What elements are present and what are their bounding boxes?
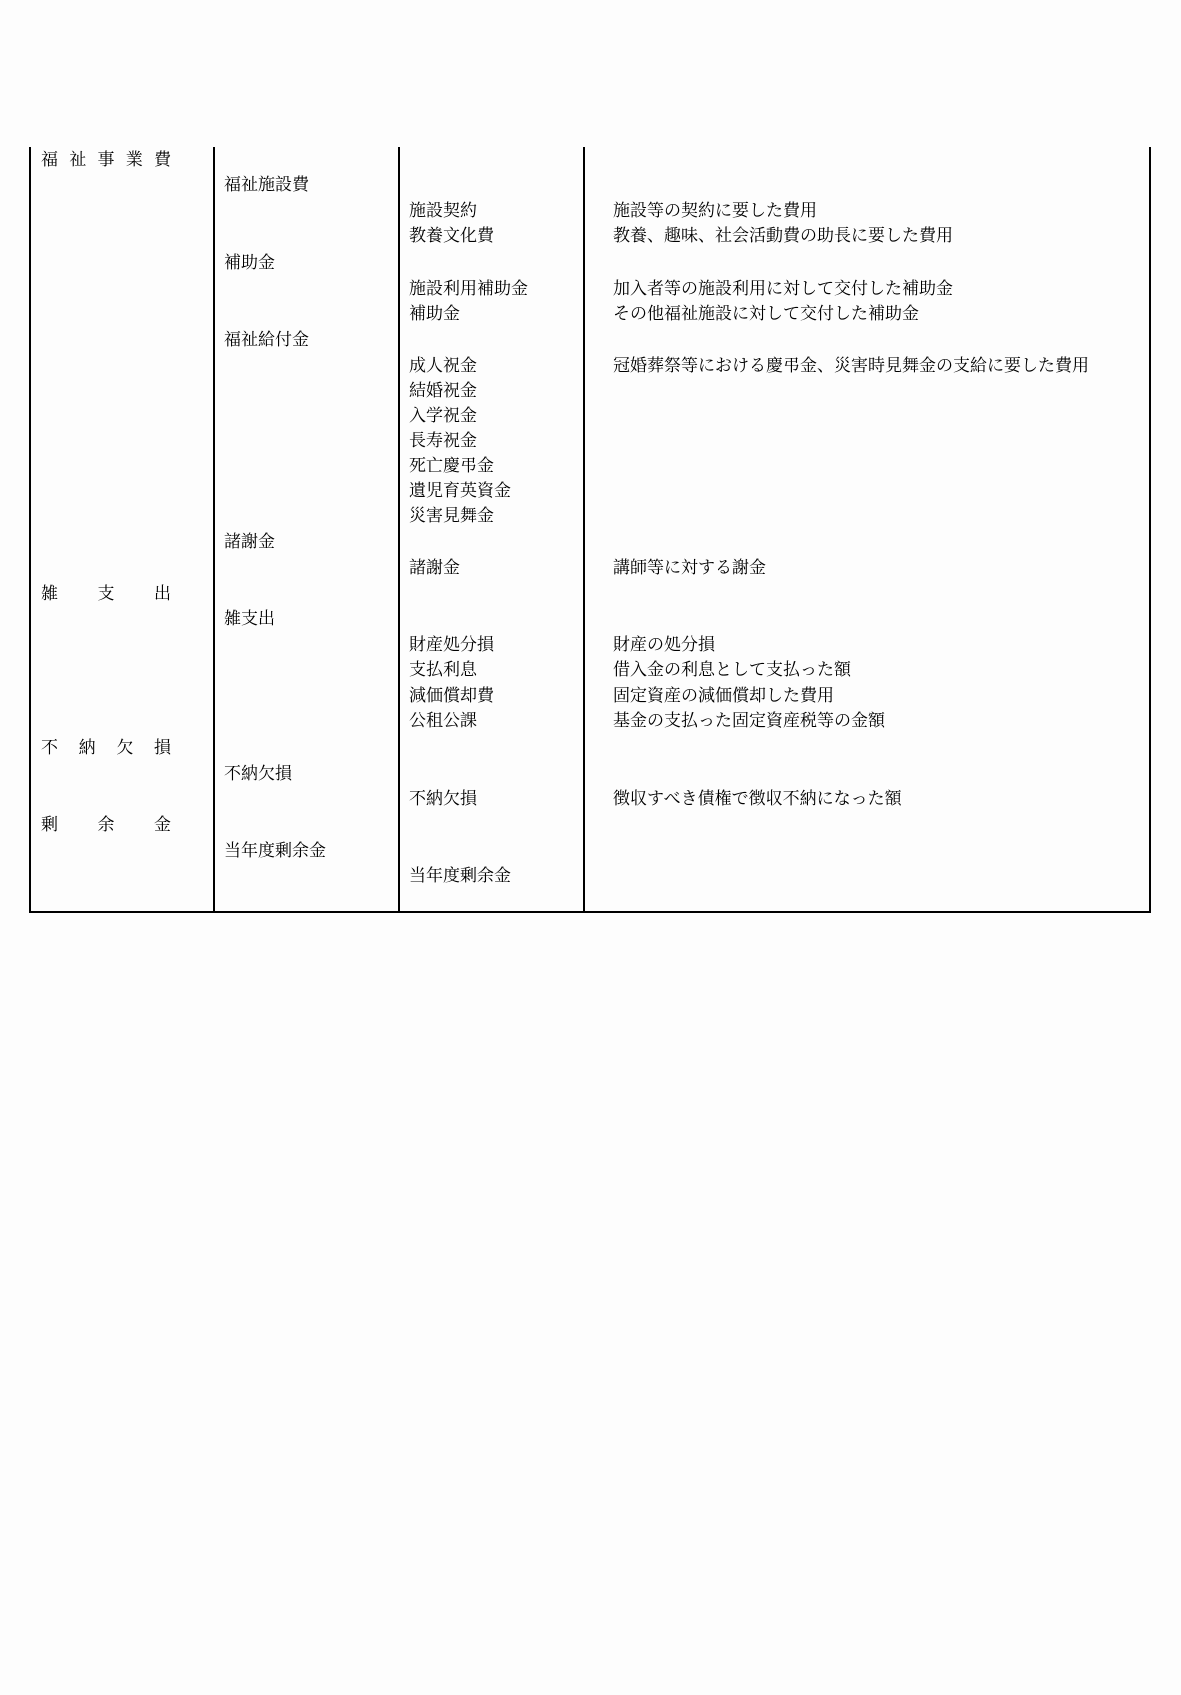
category-label	[41, 584, 171, 604]
item-label: 諸謝金	[409, 558, 460, 578]
item-label: 支払利息	[409, 660, 477, 680]
category-char: 欠	[116, 738, 134, 758]
item-description: 講師等に対する謝金	[613, 558, 766, 578]
item-description: 基金の支払った固定資産税等の金額	[613, 711, 885, 731]
category-char: 金	[154, 815, 171, 835]
category-char: 雑	[41, 584, 58, 604]
column-divider-3	[583, 147, 585, 913]
category-label	[41, 815, 171, 835]
item-label: 教養文化費	[409, 226, 494, 246]
account-table	[29, 147, 1151, 913]
item-label: 公租公課	[409, 711, 477, 731]
item-label: 死亡慶弔金	[409, 456, 494, 476]
item-label: 財産処分損	[409, 635, 494, 655]
item-description: 加入者等の施設利用に対して交付した補助金	[613, 279, 953, 299]
category-char: 事	[97, 150, 115, 170]
category-label	[41, 738, 171, 758]
category-char: 損	[153, 738, 171, 758]
subcategory-label: 福祉施設費	[224, 175, 309, 195]
item-label: 災害見舞金	[409, 506, 494, 526]
category-char: 福	[41, 150, 58, 170]
item-label: 施設契約	[409, 201, 477, 221]
item-description: 教養、趣味、社会活動費の助長に要した費用	[613, 226, 953, 246]
category-char: 余	[97, 815, 115, 835]
item-description: 施設等の契約に要した費用	[613, 201, 817, 221]
category-char: 不	[41, 738, 58, 758]
item-description: 財産の処分損	[613, 635, 715, 655]
item-label: 成人祝金	[409, 356, 477, 376]
column-divider-2	[398, 147, 400, 913]
column-divider-1	[213, 147, 215, 913]
category-char: 出	[154, 584, 171, 604]
item-description: 固定資産の減価償却した費用	[613, 686, 834, 706]
category-char: 支	[97, 584, 115, 604]
category-char: 祉	[69, 150, 87, 170]
item-label: 結婚祝金	[409, 381, 477, 401]
item-label: 施設利用補助金	[409, 279, 528, 299]
category-char: 費	[154, 150, 171, 170]
subcategory-label: 不納欠損	[224, 764, 292, 784]
subcategory-label: 福祉給付金	[224, 330, 309, 350]
category-char: 納	[78, 738, 96, 758]
item-label: 補助金	[409, 304, 460, 324]
item-description: 徴収すべき債権で徴収不納になった額	[613, 789, 902, 809]
subcategory-label: 諸謝金	[224, 532, 275, 552]
item-label: 長寿祝金	[409, 431, 477, 451]
item-description: 借入金の利息として支払った額	[613, 660, 851, 680]
item-label: 不納欠損	[409, 789, 477, 809]
subcategory-label: 雑支出	[224, 609, 275, 629]
category-char: 剰	[41, 815, 58, 835]
category-char: 業	[125, 150, 143, 170]
item-label: 減価償却費	[409, 686, 494, 706]
item-label: 遺児育英資金	[409, 481, 511, 501]
item-label: 入学祝金	[409, 406, 477, 426]
item-description: その他福祉施設に対して交付した補助金	[613, 304, 919, 324]
category-label	[41, 150, 171, 170]
item-label: 当年度剰余金	[409, 866, 511, 886]
subcategory-label: 当年度剰余金	[224, 841, 326, 861]
subcategory-label: 補助金	[224, 253, 275, 273]
item-description: 冠婚葬祭等における慶弔金、災害時見舞金の支給に要した費用	[613, 356, 1089, 376]
